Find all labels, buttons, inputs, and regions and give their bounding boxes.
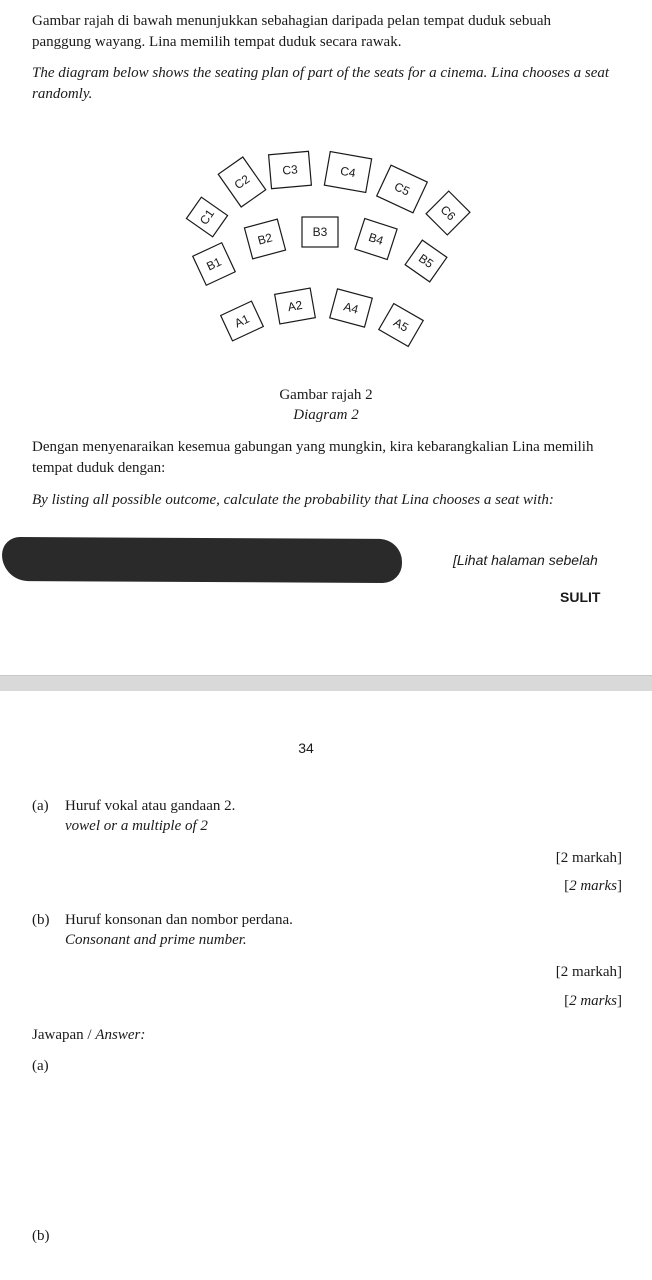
seat-b2	[244, 219, 285, 259]
seat-label: C5	[392, 179, 412, 199]
question-malay: Dengan menyenaraikan kesemua gabungan yang mungkin, kira kebarangkalian Lina memilih tempat duduk dengan:	[32, 439, 594, 476]
part-a-english: vowel or a multiple of 2	[65, 818, 208, 834]
answer-a-label: (a)	[32, 1058, 49, 1074]
answer-label-malay: Jawapan /	[32, 1027, 96, 1043]
diagram-caption-english: Diagram 2	[293, 407, 359, 423]
seat-label: C6	[437, 202, 459, 224]
part-a-marks-english: [2 marks]	[564, 878, 622, 894]
seat-a2	[275, 288, 316, 324]
part-a-marks-malay: [2 markah]	[555, 850, 622, 866]
part-b-marks-english-text: 2 marks	[569, 993, 617, 1009]
seat-b1	[193, 243, 236, 286]
page-number: 34	[298, 740, 314, 756]
seat-label: C1	[196, 206, 218, 228]
part-b-label: (b)	[32, 912, 50, 928]
part-b-marks-english: [2 marks]	[564, 993, 622, 1009]
answer-label-english: Answer:	[95, 1027, 146, 1043]
part-b-english: Consonant and prime number.	[65, 932, 247, 948]
redaction-mark	[2, 537, 402, 583]
seat-a5	[379, 304, 423, 347]
seat-b4	[355, 219, 397, 260]
seat-label: A4	[342, 299, 360, 317]
seat-group	[186, 151, 469, 346]
next-page-note: [Lihat halaman sebelah	[453, 552, 598, 568]
seat-b5	[405, 240, 447, 282]
question-english: By listing all possible outcome, calculate the probability that Lina chooses a seat with:	[32, 492, 554, 508]
intro-english: The diagram below shows the seating plan of part of the seats for a cinema. Lina chooses a seat randomly.	[32, 65, 610, 102]
seat-label: C3	[281, 162, 299, 178]
seat-c3	[269, 151, 312, 188]
seat-label: A2	[286, 297, 304, 315]
seat-label: B1	[204, 254, 224, 274]
seat-label: B5	[415, 251, 437, 271]
seat-label: B4	[366, 230, 386, 248]
part-a-malay: Huruf vokal atau gandaan 2.	[65, 798, 236, 814]
seat-c2	[218, 157, 266, 207]
seat-c4	[324, 152, 371, 193]
part-b-malay: Huruf konsonan dan nombor perdana.	[65, 912, 293, 928]
seat-label: A5	[391, 315, 411, 335]
seat-label: A1	[232, 311, 252, 331]
part-b-marks-malay: [2 markah]	[555, 964, 622, 980]
seat-a4	[330, 289, 373, 327]
seat-label: B3	[312, 225, 328, 239]
sulit-label: SULIT	[560, 589, 601, 605]
seat-c5	[377, 165, 428, 213]
seat-label: B2	[256, 230, 274, 248]
part-a-label: (a)	[32, 798, 49, 814]
seat-label: C4	[339, 163, 357, 181]
seating-diagram	[150, 140, 490, 350]
intro-malay: Gambar rajah di bawah menunjukkan sebahagian daripada pelan tempat duduk sebuah panggung wayang. Lina memilih tempat duduk secara rawak.	[32, 13, 551, 50]
seat-c1	[186, 197, 227, 237]
answer-label	[32, 1025, 145, 1046]
seat-c6	[426, 191, 470, 235]
seat-label: C2	[231, 171, 253, 193]
seat-b3	[302, 217, 338, 247]
part-a-marks-english-text: 2 marks	[569, 878, 617, 894]
seat-a1	[221, 301, 264, 341]
page-bottom	[0, 691, 652, 1280]
answer-b-label: (b)	[32, 1228, 50, 1244]
diagram-caption-malay: Gambar rajah 2	[279, 387, 373, 403]
